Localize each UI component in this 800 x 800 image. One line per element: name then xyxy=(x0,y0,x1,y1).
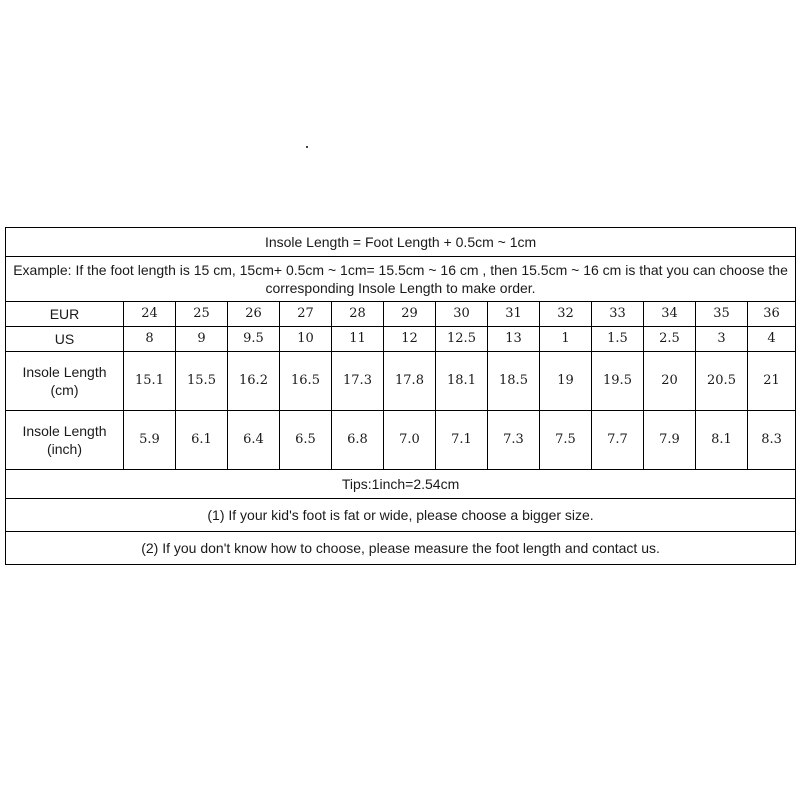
eur-cell: 26 xyxy=(228,302,280,327)
inch-cell: 7.0 xyxy=(384,411,436,470)
us-cell: 9.5 xyxy=(228,327,280,352)
cm-cell: 18.1 xyxy=(436,352,488,411)
inch-cell: 6.1 xyxy=(176,411,228,470)
insole-cm-label-line1: Insole Length xyxy=(22,364,107,380)
insole-cm-label-line2: (cm) xyxy=(50,382,79,398)
note-text-1: (1) If your kid's foot is fat or wide, please choose a bigger size. xyxy=(6,499,796,532)
us-cell: 9 xyxy=(176,327,228,352)
eur-cell: 34 xyxy=(644,302,696,327)
inch-cell: 6.8 xyxy=(332,411,384,470)
note-row-1 xyxy=(6,499,796,532)
eur-cell: 35 xyxy=(696,302,748,327)
us-cell: 12.5 xyxy=(436,327,488,352)
insole-cm-row xyxy=(6,352,796,411)
inch-cell: 7.9 xyxy=(644,411,696,470)
cm-cell: 19.5 xyxy=(592,352,644,411)
inch-cell: 7.5 xyxy=(540,411,592,470)
insole-inch-label-line1: Insole Length xyxy=(22,423,107,439)
title-row xyxy=(6,228,796,257)
eur-cell: 33 xyxy=(592,302,644,327)
cm-cell: 17.3 xyxy=(332,352,384,411)
eur-cell: 31 xyxy=(488,302,540,327)
inch-cell: 8.3 xyxy=(748,411,796,470)
us-cell: 4 xyxy=(748,327,796,352)
us-cell: 13 xyxy=(488,327,540,352)
insole-inch-row xyxy=(6,411,796,470)
inch-cell: 8.1 xyxy=(696,411,748,470)
us-row xyxy=(6,327,796,352)
us-cell: 3 xyxy=(696,327,748,352)
us-cell: 12 xyxy=(384,327,436,352)
eur-cell: 30 xyxy=(436,302,488,327)
cm-cell: 21 xyxy=(748,352,796,411)
cm-cell: 16.2 xyxy=(228,352,280,411)
tips-text: Tips:1inch=2.54cm xyxy=(6,470,796,499)
inch-cell: 5.9 xyxy=(124,411,176,470)
inch-cell: 6.5 xyxy=(280,411,332,470)
cm-cell: 17.8 xyxy=(384,352,436,411)
us-cell: 10 xyxy=(280,327,332,352)
inch-cell: 6.4 xyxy=(228,411,280,470)
eur-cell: 24 xyxy=(124,302,176,327)
us-cell: 11 xyxy=(332,327,384,352)
eur-cell: 29 xyxy=(384,302,436,327)
eur-cell: 28 xyxy=(332,302,384,327)
eur-row xyxy=(6,302,796,327)
us-cell: 1.5 xyxy=(592,327,644,352)
eur-label: EUR xyxy=(6,302,124,327)
cm-cell: 19 xyxy=(540,352,592,411)
insole-inch-label xyxy=(6,411,124,470)
size-chart-table xyxy=(5,227,796,565)
eur-cell: 32 xyxy=(540,302,592,327)
eur-cell: 27 xyxy=(280,302,332,327)
inch-cell: 7.3 xyxy=(488,411,540,470)
example-text: Example: If the foot length is 15 cm, 15cm+ 0.5cm ~ 1cm= 15.5cm ~ 16 cm , then 15.5cm ~ 16 cm is that you can choose the corresponding Insole Length to make order. xyxy=(6,257,796,302)
insole-cm-label xyxy=(6,352,124,411)
chart-title: Insole Length = Foot Length + 0.5cm ~ 1cm xyxy=(6,228,796,257)
stray-dot xyxy=(306,146,308,148)
inch-cell: 7.7 xyxy=(592,411,644,470)
tips-row xyxy=(6,470,796,499)
eur-cell: 25 xyxy=(176,302,228,327)
us-cell: 2.5 xyxy=(644,327,696,352)
us-cell: 8 xyxy=(124,327,176,352)
us-label: US xyxy=(6,327,124,352)
note-text-2: (2) If you don't know how to choose, please measure the foot length and contact us. xyxy=(6,532,796,565)
example-row xyxy=(6,257,796,302)
inch-cell: 7.1 xyxy=(436,411,488,470)
note-row-2 xyxy=(6,532,796,565)
cm-cell: 18.5 xyxy=(488,352,540,411)
us-cell: 1 xyxy=(540,327,592,352)
eur-cell: 36 xyxy=(748,302,796,327)
cm-cell: 15.1 xyxy=(124,352,176,411)
insole-inch-label-line2: (inch) xyxy=(46,441,82,457)
cm-cell: 20.5 xyxy=(696,352,748,411)
cm-cell: 15.5 xyxy=(176,352,228,411)
cm-cell: 16.5 xyxy=(280,352,332,411)
cm-cell: 20 xyxy=(644,352,696,411)
